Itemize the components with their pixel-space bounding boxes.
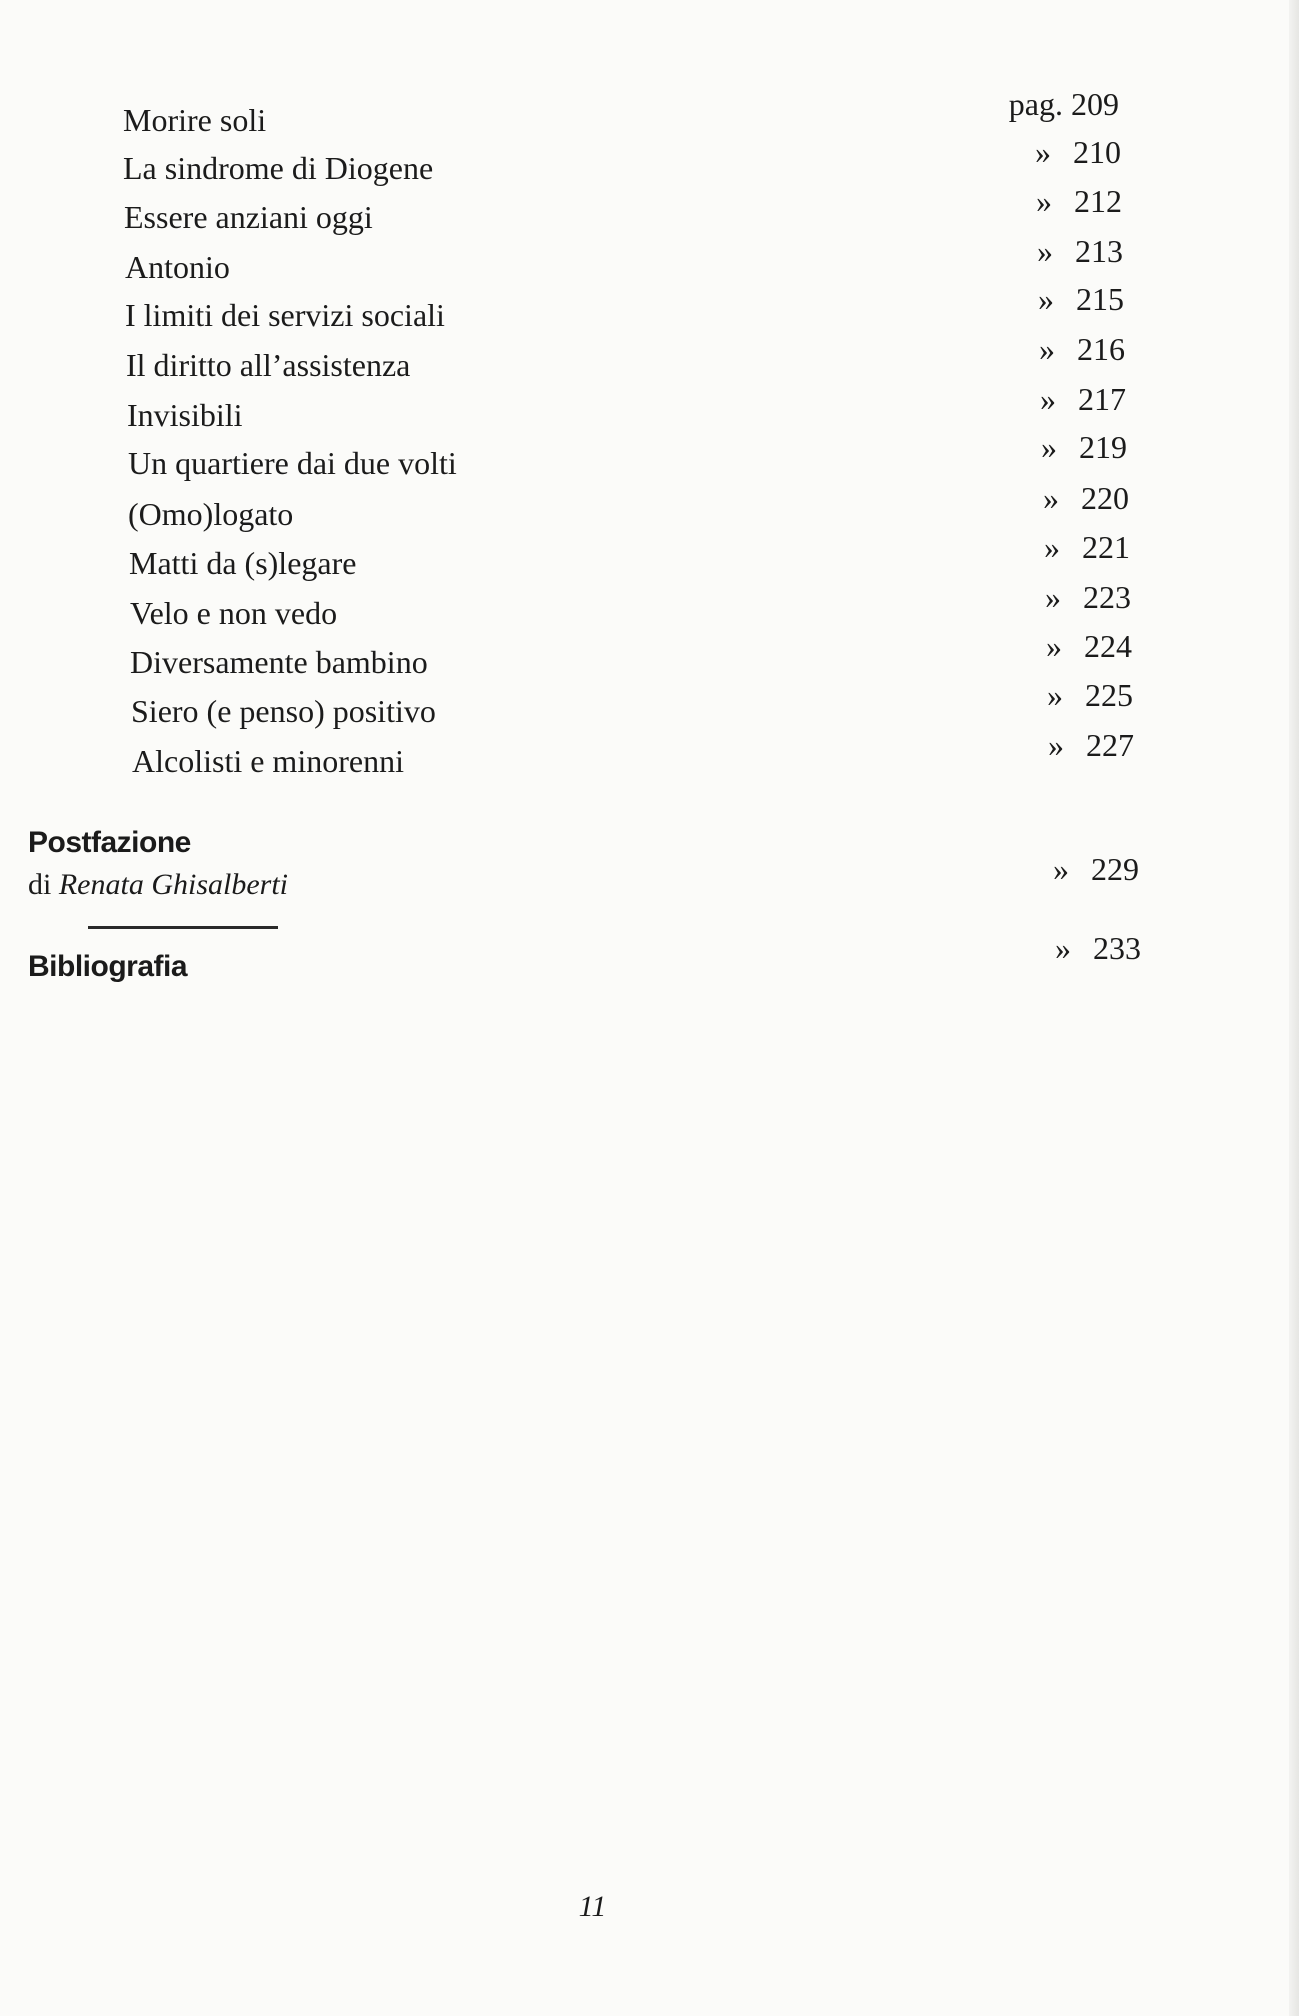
toc-entry-title: Essere anziani oggi xyxy=(124,199,373,235)
ditto-mark: » xyxy=(1039,331,1055,367)
ditto-mark: » xyxy=(1047,677,1063,713)
section-page-postfazione xyxy=(1053,851,1139,888)
ditto-mark: » xyxy=(1037,233,1053,269)
toc-entry-page xyxy=(1048,720,1134,770)
toc-entry-page-number: 212 xyxy=(1074,183,1122,219)
toc-entry-title: Siero (e penso) positivo xyxy=(131,693,436,729)
toc-entry-page xyxy=(1041,422,1127,472)
ditto-mark: » xyxy=(1045,579,1061,615)
toc-entry-page xyxy=(1046,621,1132,671)
toc-entry-title: Matti da (s)legare xyxy=(129,545,357,581)
toc-entry-title: Alcolisti e minorenni xyxy=(132,743,404,779)
toc-entry-title: Diversamente bambino xyxy=(130,644,428,680)
toc-entry-page xyxy=(1038,274,1124,324)
ditto-mark: » xyxy=(1046,628,1062,664)
toc-entry-page xyxy=(1040,374,1126,424)
toc-entry-page-number: 215 xyxy=(1076,281,1124,317)
toc-entry-page-number: 224 xyxy=(1084,628,1132,664)
toc-entry-page xyxy=(1045,572,1131,622)
toc-entry-page-number: 219 xyxy=(1079,429,1127,465)
toc-entry-title: I limiti dei servizi sociali xyxy=(125,297,445,333)
toc-entry-title: Un quartiere dai due volti xyxy=(128,445,457,481)
section-page-number: 233 xyxy=(1093,930,1141,966)
section-title-postfazione: Postfazione xyxy=(28,826,191,859)
toc-entry-page xyxy=(1047,670,1133,720)
section-byline xyxy=(28,868,288,902)
ditto-mark: » xyxy=(1048,727,1064,763)
ditto-mark: » xyxy=(1055,930,1071,966)
ditto-mark: » xyxy=(1040,381,1056,417)
toc-entry-page xyxy=(1009,79,1119,129)
ditto-mark: » xyxy=(1044,529,1060,565)
ditto-mark: » xyxy=(1038,281,1054,317)
toc-entry-title: Antonio xyxy=(125,249,230,285)
toc-entry-title: Il diritto all’assistenza xyxy=(126,347,411,383)
toc-entry-page-number: 216 xyxy=(1077,331,1125,367)
byline-prefix: di xyxy=(28,868,52,901)
section-page-number: 229 xyxy=(1091,851,1139,887)
toc-entry-title: Morire soli xyxy=(123,102,267,138)
toc-entry-page-number: 217 xyxy=(1078,381,1126,417)
ditto-mark: » xyxy=(1053,851,1069,887)
toc-entry-page xyxy=(1043,473,1129,523)
toc-entry-page xyxy=(1035,127,1121,177)
ditto-mark: » xyxy=(1041,429,1057,465)
toc-entry-page-number: 221 xyxy=(1082,529,1130,565)
toc-entry-page xyxy=(1044,522,1130,572)
toc-entry-page xyxy=(1037,226,1123,276)
page-number: 11 xyxy=(578,1890,607,1923)
toc-entry-page-number: 223 xyxy=(1083,579,1131,615)
page-edge-shadow xyxy=(1289,0,1299,2016)
toc-entry-page xyxy=(1036,176,1122,226)
toc-entry xyxy=(0,727,1299,786)
toc-entry-title: La sindrome di Diogene xyxy=(123,150,434,186)
toc-entry-title: (Omo)logato xyxy=(128,496,294,532)
ditto-mark: » xyxy=(1036,183,1052,219)
toc-entry-title: Invisibili xyxy=(127,397,243,433)
toc-entry-page-number: 210 xyxy=(1073,134,1121,170)
byline-author: Renata Ghisalberti xyxy=(58,868,288,901)
toc-entry-page-number: 220 xyxy=(1081,480,1129,516)
section-page-bibliografia xyxy=(1055,930,1141,967)
toc-entry-page-number: 209 xyxy=(1071,86,1119,122)
section-divider xyxy=(88,926,278,929)
ditto-mark: » xyxy=(1043,480,1059,516)
toc-entry-title: Velo e non vedo xyxy=(130,595,338,631)
ditto-mark: » xyxy=(1035,134,1051,170)
toc-entry-page-number: 213 xyxy=(1075,233,1123,269)
section-title-bibliografia: Bibliografia xyxy=(28,950,188,983)
page-prefix: pag. xyxy=(1008,86,1063,122)
toc-entry-page xyxy=(1039,324,1125,374)
toc-entry-page-number: 225 xyxy=(1085,677,1133,713)
toc-entry-page-number: 227 xyxy=(1086,727,1134,763)
